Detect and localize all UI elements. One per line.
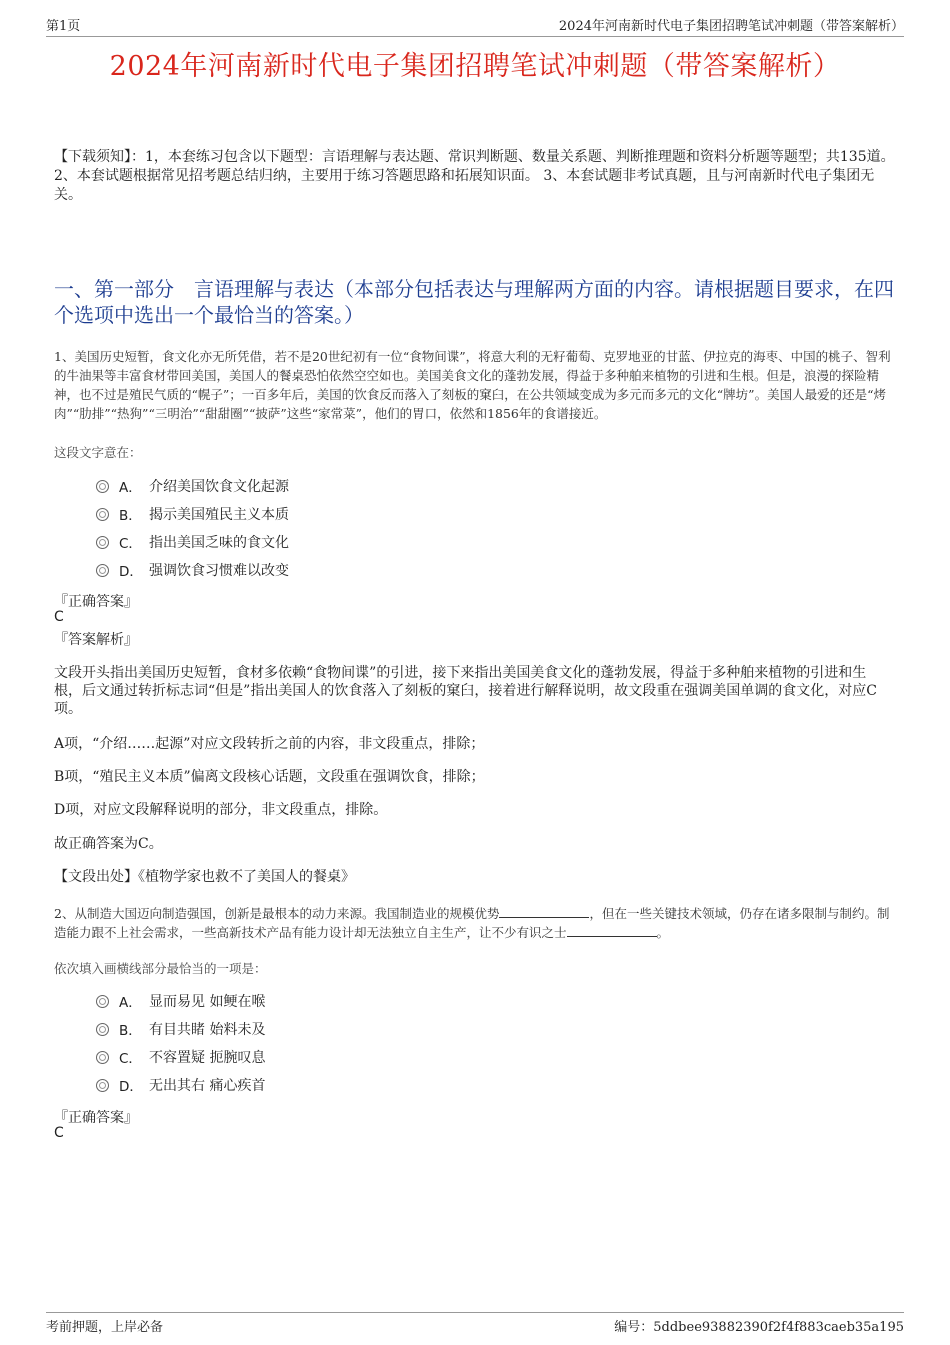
question-1-text: 1、美国历史短暂，食文化亦无所凭借，若不是20世纪初有一位“食物间谍”，将意大利的无籽葡萄、克罗地亚的甘蓝、伊拉克的海枣、中国的桃子、智利的牛油果等丰富食材带回美国，美国人的餐桌恐怕依然空空如也。美国美食文化的蓬勃发展，得益于多种舶来植物的引进和生根。但是，浪漫的探险精神，也不过是殖民气质的“幌子”；一百多年后，美国的饮食反而落入了刻板的窠臼，在公共领域变成为多元而多元的文化“牌坊”。美国人最爱的还是“烤肉”“肋排”“热狗”“三明治”“甜甜圈”“披萨”这些“家常菜”，他们的胃口，依然和1856年的食谱接近。 [54, 349, 891, 421]
analysis-paragraph: 文段开头指出美国历史短暂，食材多依赖“食物间谍”的引进，接下来指出美国美食文化的蓬勃发展，得益于多种舶来植物的引进和生根，后文通过转折标志词“但是”指出美国人的饮食落入了刻板的窠臼，接着进行解释说明，故文段重在强调美国单调的食文化，对应C项。 [54, 665, 878, 717]
analysis-paragraph: B项，“殖民主义本质”偏离文段核心话题，文段重在强调饮食，排除； [54, 769, 485, 785]
page-number: 第1页 [46, 19, 81, 34]
analysis-paragraph: 故正确答案为C。 [54, 836, 163, 852]
q2-option-b[interactable]: B． 有目共睹 始料未及 [96, 1015, 265, 1043]
q1-analysis [54, 664, 894, 718]
q1-option-d[interactable]: D． 强调饮食习惯难以改变 [96, 556, 289, 584]
section-title: 一、第一部分 言语理解与表达（本部分包括表达与理解两方面的内容。请根据题目要求，在四个选项中选出一个最恰当的答案。） [54, 277, 894, 327]
question-1-options [96, 472, 289, 584]
footer-slogan: 考前押题，上岸必备 [46, 1320, 164, 1335]
question-2-prompt: 依次填入画横线部分最恰当的一项是： [54, 961, 267, 976]
radio-icon[interactable] [96, 1079, 109, 1092]
q2-option-c[interactable]: C． 不容置疑 扼腕叹息 [96, 1043, 265, 1071]
page-header [46, 14, 904, 37]
question-2-text: 2、从制造大国迈向制造强国，创新是最根本的动力来源。我国制造业的规模优势 ，但在一些关键技术领域，仍存在诸多限制与制约。制造能力跟不上社会需求，一些高新技术产品有能力设计却无法独立自主生产，让不少有识之士 。 [54, 906, 890, 940]
fill-blank [499, 907, 589, 918]
radio-icon[interactable] [96, 995, 109, 1008]
analysis-source: 【文段出处】《植物学家也救不了美国人的餐桌》 [54, 869, 355, 885]
q2-option-d[interactable]: D． 无出其右 痛心疾首 [96, 1071, 265, 1099]
fill-blank [567, 926, 657, 937]
document-title: 2024年河南新时代电子集团招聘笔试冲刺题（带答案解析） [109, 51, 841, 82]
q1-option-a[interactable]: A． 介绍美国饮食文化起源 [96, 472, 289, 500]
question-2-options [96, 987, 265, 1099]
q1-answer-label: 『正确答案』 [54, 594, 138, 610]
header-doc-title: 2024年河南新时代电子集团招聘笔试冲刺题（带答案解析） [558, 19, 904, 34]
radio-icon[interactable] [96, 508, 109, 521]
radio-icon[interactable] [96, 1051, 109, 1064]
page-footer [46, 1312, 904, 1335]
radio-icon[interactable] [96, 1023, 109, 1036]
radio-icon[interactable] [96, 480, 109, 493]
download-notice: 【下载须知】：1，本套练习包含以下题型：言语理解与表达题、常识判断题、数量关系题、判断推理题和资料分析题等题型；共135道。 2、本套试题根据常见招考题总结归纳，主要用于练习答题思路和拓展知识面。 3、本套试题非考试真题，且与河南新时代电子集团无关。 [54, 149, 895, 203]
q1-analysis-label: 『答案解析』 [54, 632, 138, 648]
footer-doc-id: 编号：5ddbee93882390f2f4f883caeb35a195 [614, 1320, 904, 1335]
q2-answer-label: 『正确答案』 [54, 1110, 138, 1126]
q1-option-b[interactable]: B． 揭示美国殖民主义本质 [96, 500, 289, 528]
q2-answer: C [54, 1125, 64, 1141]
question-1-prompt: 这段文字意在： [54, 445, 142, 460]
analysis-paragraph: A项，“介绍……起源”对应文段转折之前的内容，非文段重点，排除； [54, 736, 485, 752]
q1-answer: C [54, 609, 64, 625]
analysis-paragraph: D项，对应文段解释说明的部分，非文段重点，排除。 [54, 802, 388, 818]
q1-option-c[interactable]: C． 指出美国乏味的食文化 [96, 528, 289, 556]
radio-icon[interactable] [96, 564, 109, 577]
radio-icon[interactable] [96, 536, 109, 549]
q2-option-a[interactable]: A． 显而易见 如鲠在喉 [96, 987, 265, 1015]
